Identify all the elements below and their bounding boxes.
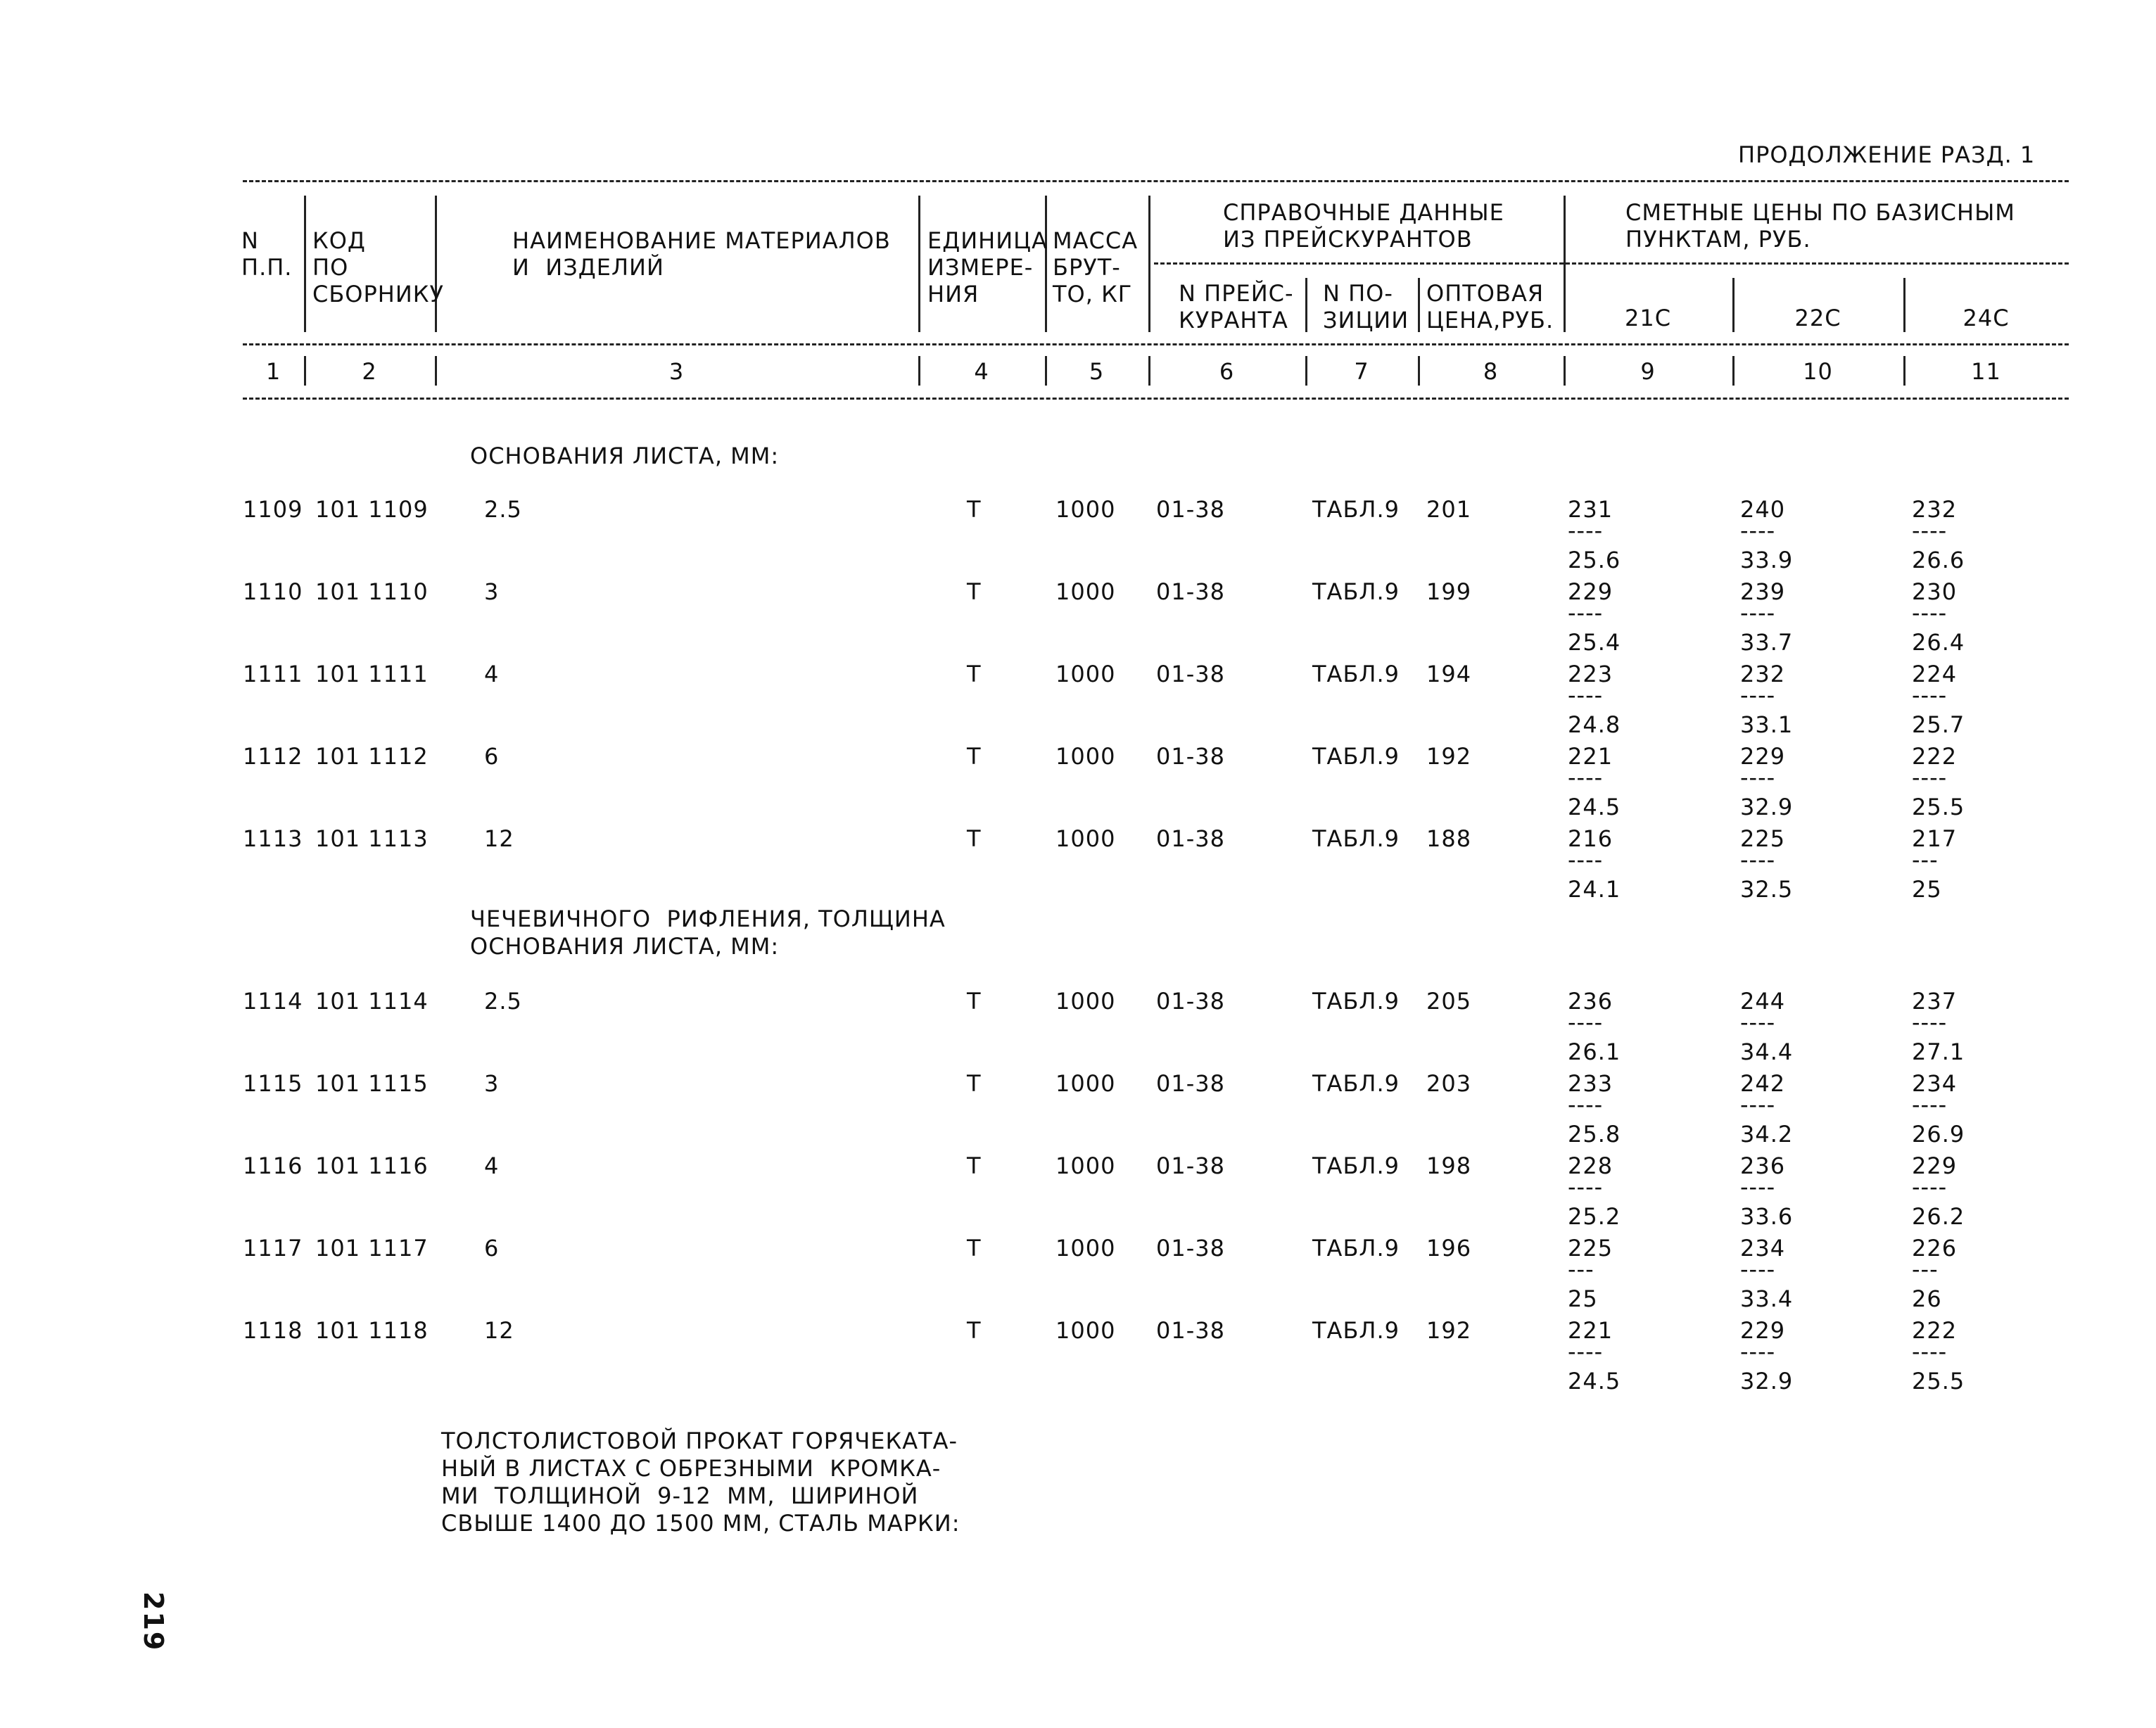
row-number: 1112: [243, 743, 303, 770]
col-header-name: И ИЗДЕЛИЙ: [512, 254, 664, 281]
row-number: 1118: [243, 1317, 303, 1344]
price-p22-regional: 33.6: [1740, 1203, 1794, 1230]
price-p21-rule: ----: [1568, 846, 1604, 873]
row-mass: 1000: [1055, 1317, 1116, 1344]
price-p21-regional: 25.4: [1568, 629, 1621, 656]
row-mass: 1000: [1055, 496, 1116, 523]
row-position: ТАБЛ.9: [1312, 1152, 1400, 1179]
row-price-list: 01-38: [1156, 1152, 1225, 1179]
row-mass: 1000: [1055, 1235, 1116, 1262]
price-p24-value: 222: [1912, 1317, 1958, 1344]
price-p22-value: 244: [1740, 988, 1786, 1015]
price-p24-rule: ----: [1912, 682, 1948, 709]
price-p21-rule: ----: [1568, 1091, 1604, 1118]
price-p22-regional: 33.1: [1740, 711, 1794, 738]
price-p24-rule: ---: [1912, 846, 1939, 873]
row-number: 1113: [243, 825, 303, 852]
price-p21-rule: ----: [1568, 1174, 1604, 1200]
col-header-unit: ИЗМЕРЕ-: [927, 254, 1034, 281]
row-name: 4: [484, 661, 500, 687]
price-p21-regional: 24.5: [1568, 794, 1621, 820]
price-p22-regional: 32.9: [1740, 1368, 1794, 1395]
row-code: 101 1118: [315, 1317, 429, 1344]
price-p22-rule: ----: [1740, 682, 1776, 709]
price-p24-rule: ----: [1912, 1009, 1948, 1036]
row-mass: 1000: [1055, 1152, 1116, 1179]
row-name: 6: [484, 1235, 500, 1262]
column-number: 10: [1803, 358, 1833, 385]
column-separator: [304, 196, 306, 332]
price-p21-regional: 24.8: [1568, 711, 1621, 738]
price-p21-rule: ----: [1568, 1009, 1604, 1036]
price-p22-rule: ----: [1740, 1009, 1776, 1036]
price-p24-value: 224: [1912, 661, 1958, 687]
col-header-unit: ЕДИНИЦА: [927, 227, 1048, 254]
price-p22-rule: ----: [1740, 1256, 1776, 1283]
header-mid-rule: [243, 343, 2069, 345]
price-p24-rule: ----: [1912, 1338, 1948, 1365]
price-p22-value: 229: [1740, 743, 1786, 770]
row-wholesale: 192: [1426, 743, 1472, 770]
price-p24-regional: 25: [1912, 876, 1942, 903]
price-p24-value: 234: [1912, 1070, 1958, 1097]
price-p24-value: 230: [1912, 578, 1958, 605]
row-name: 3: [484, 578, 500, 605]
row-price-list: 01-38: [1156, 988, 1225, 1015]
ref-group-header: ИЗ ПРЕЙСКУРАНТОВ: [1223, 226, 1473, 253]
row-wholesale: 201: [1426, 496, 1472, 523]
row-position: ТАБЛ.9: [1312, 988, 1400, 1015]
row-mass: 1000: [1055, 743, 1116, 770]
row-price-list: 01-38: [1156, 1235, 1225, 1262]
column-number: 8: [1483, 358, 1499, 385]
row-code: 101 1111: [315, 661, 429, 687]
price-p22-value: 229: [1740, 1317, 1786, 1344]
row-position: ТАБЛ.9: [1312, 1070, 1400, 1097]
section-heading: ЧЕЧЕВИЧНОГО РИФЛЕНИЯ, ТОЛЩИНА: [470, 906, 946, 932]
row-unit: Т: [967, 1317, 982, 1344]
price-group-header: ПУНКТАМ, РУБ.: [1625, 226, 1811, 253]
row-wholesale: 203: [1426, 1070, 1472, 1097]
row-position: ТАБЛ.9: [1312, 578, 1400, 605]
column-number: 3: [668, 358, 685, 385]
price-p22-rule: ----: [1740, 517, 1776, 544]
row-unit: Т: [967, 496, 982, 523]
price-p22-value: 240: [1740, 496, 1786, 523]
row-unit: Т: [967, 578, 982, 605]
col-header-code: ПО: [312, 254, 349, 281]
price-p21-rule: ----: [1568, 682, 1604, 709]
col-header-position: ЗИЦИИ: [1323, 307, 1409, 333]
row-unit: Т: [967, 988, 982, 1015]
price-p22-value: 232: [1740, 661, 1786, 687]
row-mass: 1000: [1055, 825, 1116, 852]
row-price-list: 01-38: [1156, 743, 1225, 770]
column-separator: [1148, 196, 1150, 332]
price-p22-regional: 32.5: [1740, 876, 1794, 903]
price-p22-value: 242: [1740, 1070, 1786, 1097]
price-p22-value: 234: [1740, 1235, 1786, 1262]
row-wholesale: 198: [1426, 1152, 1472, 1179]
row-mass: 1000: [1055, 578, 1116, 605]
row-number: 1117: [243, 1235, 303, 1262]
column-number: 2: [362, 358, 377, 385]
ref-group-header: СПРАВОЧНЫЕ ДАННЫЕ: [1223, 199, 1504, 226]
price-p21-rule: ---: [1568, 1256, 1594, 1283]
price-p24-value: 229: [1912, 1152, 1958, 1179]
column-number: 11: [1971, 358, 2001, 385]
row-name: 12: [484, 1317, 514, 1344]
row-number: 1109: [243, 496, 303, 523]
row-price-list: 01-38: [1156, 825, 1225, 852]
section-heading: ТОЛСТОЛИСТОВОЙ ПРОКАТ ГОРЯЧЕКАТА-: [441, 1428, 958, 1454]
price-p24-rule: ----: [1912, 1174, 1948, 1200]
price-p21-value: 228: [1568, 1152, 1613, 1179]
price-p24-value: 237: [1912, 988, 1958, 1015]
col-header-mass: ТО, КГ: [1053, 281, 1133, 307]
row-position: ТАБЛ.9: [1312, 496, 1400, 523]
price-p24-regional: 26.9: [1912, 1121, 1965, 1148]
price-p21-regional: 25: [1568, 1285, 1598, 1312]
price-p21-regional: 26.1: [1568, 1038, 1621, 1065]
row-price-list: 01-38: [1156, 496, 1225, 523]
row-code: 101 1113: [315, 825, 429, 852]
col-header-22c: 22С: [1794, 305, 1841, 331]
price-p21-value: 221: [1568, 743, 1613, 770]
row-unit: Т: [967, 825, 982, 852]
row-code: 101 1114: [315, 988, 429, 1015]
price-p22-regional: 32.9: [1740, 794, 1794, 820]
price-p22-rule: ----: [1740, 1174, 1776, 1200]
row-position: ТАБЛ.9: [1312, 1317, 1400, 1344]
price-p22-rule: ----: [1740, 764, 1776, 791]
row-position: ТАБЛ.9: [1312, 825, 1400, 852]
price-p21-value: 229: [1568, 578, 1613, 605]
price-p22-value: 239: [1740, 578, 1786, 605]
row-code: 101 1109: [315, 496, 429, 523]
column-number: 9: [1640, 358, 1656, 385]
column-separator: [1305, 278, 1307, 332]
price-group-header: СМЕТНЫЕ ЦЕНЫ ПО БАЗИСНЫМ: [1625, 199, 2015, 226]
price-p24-rule: ----: [1912, 764, 1948, 791]
page-number: 219: [138, 1592, 169, 1652]
price-p21-value: 233: [1568, 1070, 1613, 1097]
price-p22-rule: ----: [1740, 599, 1776, 626]
price-p24-regional: 26.2: [1912, 1203, 1965, 1230]
row-wholesale: 194: [1426, 661, 1472, 687]
row-name: 12: [484, 825, 514, 852]
section-heading: ОСНОВАНИЯ ЛИСТА, ММ:: [470, 933, 780, 960]
row-name: 3: [484, 1070, 500, 1097]
col-header-price-list: КУРАНТА: [1179, 307, 1288, 333]
row-mass: 1000: [1055, 1070, 1116, 1097]
row-unit: Т: [967, 661, 982, 687]
row-wholesale: 196: [1426, 1235, 1472, 1262]
col-header-mass: МАССА: [1053, 227, 1139, 254]
row-unit: Т: [967, 1070, 982, 1097]
row-price-list: 01-38: [1156, 661, 1225, 687]
col-header-name: НАИМЕНОВАНИЕ МАТЕРИАЛОВ: [512, 227, 891, 254]
ref-group-rule: [1154, 262, 1564, 265]
row-wholesale: 188: [1426, 825, 1472, 852]
section-heading: СВЫШЕ 1400 ДО 1500 ММ, СТАЛЬ МАРКИ:: [441, 1510, 960, 1537]
col-header-number: N: [241, 227, 259, 254]
section-heading: ОСНОВАНИЯ ЛИСТА, ММ:: [470, 443, 780, 469]
row-number: 1110: [243, 578, 303, 605]
row-number: 1115: [243, 1070, 303, 1097]
column-number: 7: [1354, 358, 1369, 385]
price-p24-regional: 27.1: [1912, 1038, 1965, 1065]
row-name: 2.5: [484, 988, 522, 1015]
column-separator: [435, 196, 437, 332]
price-p21-regional: 24.5: [1568, 1368, 1621, 1395]
row-price-list: 01-38: [1156, 1070, 1225, 1097]
price-p21-rule: ----: [1568, 1338, 1604, 1365]
price-p21-regional: 25.2: [1568, 1203, 1621, 1230]
price-p22-rule: ----: [1740, 846, 1776, 873]
price-p22-rule: ----: [1740, 1091, 1776, 1118]
price-p22-value: 236: [1740, 1152, 1786, 1179]
col-header-wholesale: ОПТОВАЯ: [1426, 280, 1545, 307]
row-mass: 1000: [1055, 988, 1116, 1015]
price-p24-regional: 26.6: [1912, 547, 1965, 573]
price-p24-rule: ----: [1912, 599, 1948, 626]
price-p24-rule: ----: [1912, 517, 1948, 544]
row-name: 6: [484, 743, 500, 770]
row-code: 101 1110: [315, 578, 429, 605]
row-position: ТАБЛ.9: [1312, 661, 1400, 687]
row-name: 2.5: [484, 496, 522, 523]
header-bottom-rule: [243, 398, 2069, 400]
col-header-position: N ПО-: [1323, 280, 1393, 307]
price-p24-regional: 26: [1912, 1285, 1942, 1312]
price-p22-regional: 33.4: [1740, 1285, 1794, 1312]
row-unit: Т: [967, 743, 982, 770]
col-header-number: П.П.: [241, 254, 293, 281]
row-unit: Т: [967, 1152, 982, 1179]
price-p24-regional: 25.5: [1912, 794, 1965, 820]
col-header-code: КОД: [312, 227, 366, 254]
price-p21-value: 225: [1568, 1235, 1613, 1262]
price-group-rule: [1566, 262, 2069, 265]
price-p24-rule: ----: [1912, 1091, 1948, 1118]
price-p22-regional: 33.9: [1740, 547, 1794, 573]
row-position: ТАБЛ.9: [1312, 1235, 1400, 1262]
row-name: 4: [484, 1152, 500, 1179]
price-p21-value: 236: [1568, 988, 1613, 1015]
price-p21-regional: 24.1: [1568, 876, 1621, 903]
row-wholesale: 192: [1426, 1317, 1472, 1344]
row-price-list: 01-38: [1156, 578, 1225, 605]
price-p21-regional: 25.8: [1568, 1121, 1621, 1148]
price-p24-value: 226: [1912, 1235, 1958, 1262]
column-separator: [1045, 196, 1047, 332]
row-wholesale: 199: [1426, 578, 1472, 605]
continuation-label: ПРОДОЛЖЕНИЕ РАЗД. 1: [1738, 141, 2036, 168]
price-p24-regional: 25.5: [1912, 1368, 1965, 1395]
section-heading: МИ ТОЛЩИНОЙ 9-12 ММ, ШИРИНОЙ: [441, 1482, 919, 1509]
row-wholesale: 205: [1426, 988, 1472, 1015]
row-code: 101 1115: [315, 1070, 429, 1097]
price-p24-regional: 26.4: [1912, 629, 1965, 656]
price-p24-value: 232: [1912, 496, 1958, 523]
row-number: 1116: [243, 1152, 303, 1179]
price-p21-value: 216: [1568, 825, 1613, 852]
header-top-rule: [243, 180, 2069, 182]
column-number: 6: [1219, 358, 1235, 385]
row-mass: 1000: [1055, 661, 1116, 687]
column-separator: [918, 196, 920, 332]
price-p21-value: 223: [1568, 661, 1613, 687]
price-p22-regional: 34.4: [1740, 1038, 1794, 1065]
price-p22-regional: 33.7: [1740, 629, 1794, 656]
price-p22-rule: ----: [1740, 1338, 1776, 1365]
price-p24-regional: 25.7: [1912, 711, 1965, 738]
col-header-wholesale: ЦЕНА,РУБ.: [1426, 307, 1554, 333]
price-p21-regional: 25.6: [1568, 547, 1621, 573]
column-number: 5: [1089, 358, 1105, 385]
col-header-price-list: N ПРЕЙС-: [1179, 280, 1294, 307]
price-p21-rule: ----: [1568, 599, 1604, 626]
col-header-unit: НИЯ: [927, 281, 979, 307]
column-number: 4: [974, 358, 989, 385]
row-position: ТАБЛ.9: [1312, 743, 1400, 770]
row-code: 101 1117: [315, 1235, 429, 1262]
price-p24-rule: ---: [1912, 1256, 1939, 1283]
row-number: 1114: [243, 988, 303, 1015]
column-separator: [1418, 278, 1420, 332]
price-p21-rule: ----: [1568, 517, 1604, 544]
price-p21-rule: ----: [1568, 764, 1604, 791]
price-p22-regional: 34.2: [1740, 1121, 1794, 1148]
row-price-list: 01-38: [1156, 1317, 1225, 1344]
section-heading: НЫЙ В ЛИСТАХ С ОБРЕЗНЫМИ КРОМКА-: [441, 1455, 941, 1482]
price-p21-value: 221: [1568, 1317, 1613, 1344]
price-p24-value: 217: [1912, 825, 1958, 852]
col-header-24c: 24С: [1962, 305, 2010, 331]
row-code: 101 1112: [315, 743, 429, 770]
col-header-mass: БРУТ-: [1053, 254, 1121, 281]
price-p21-value: 231: [1568, 496, 1613, 523]
row-unit: Т: [967, 1235, 982, 1262]
column-number: 1: [265, 358, 281, 385]
price-p24-value: 222: [1912, 743, 1958, 770]
row-number: 1111: [243, 661, 303, 687]
col-header-code: СБОРНИКУ: [312, 281, 444, 307]
price-p22-value: 225: [1740, 825, 1786, 852]
col-header-21c: 21С: [1624, 305, 1672, 331]
row-code: 101 1116: [315, 1152, 429, 1179]
